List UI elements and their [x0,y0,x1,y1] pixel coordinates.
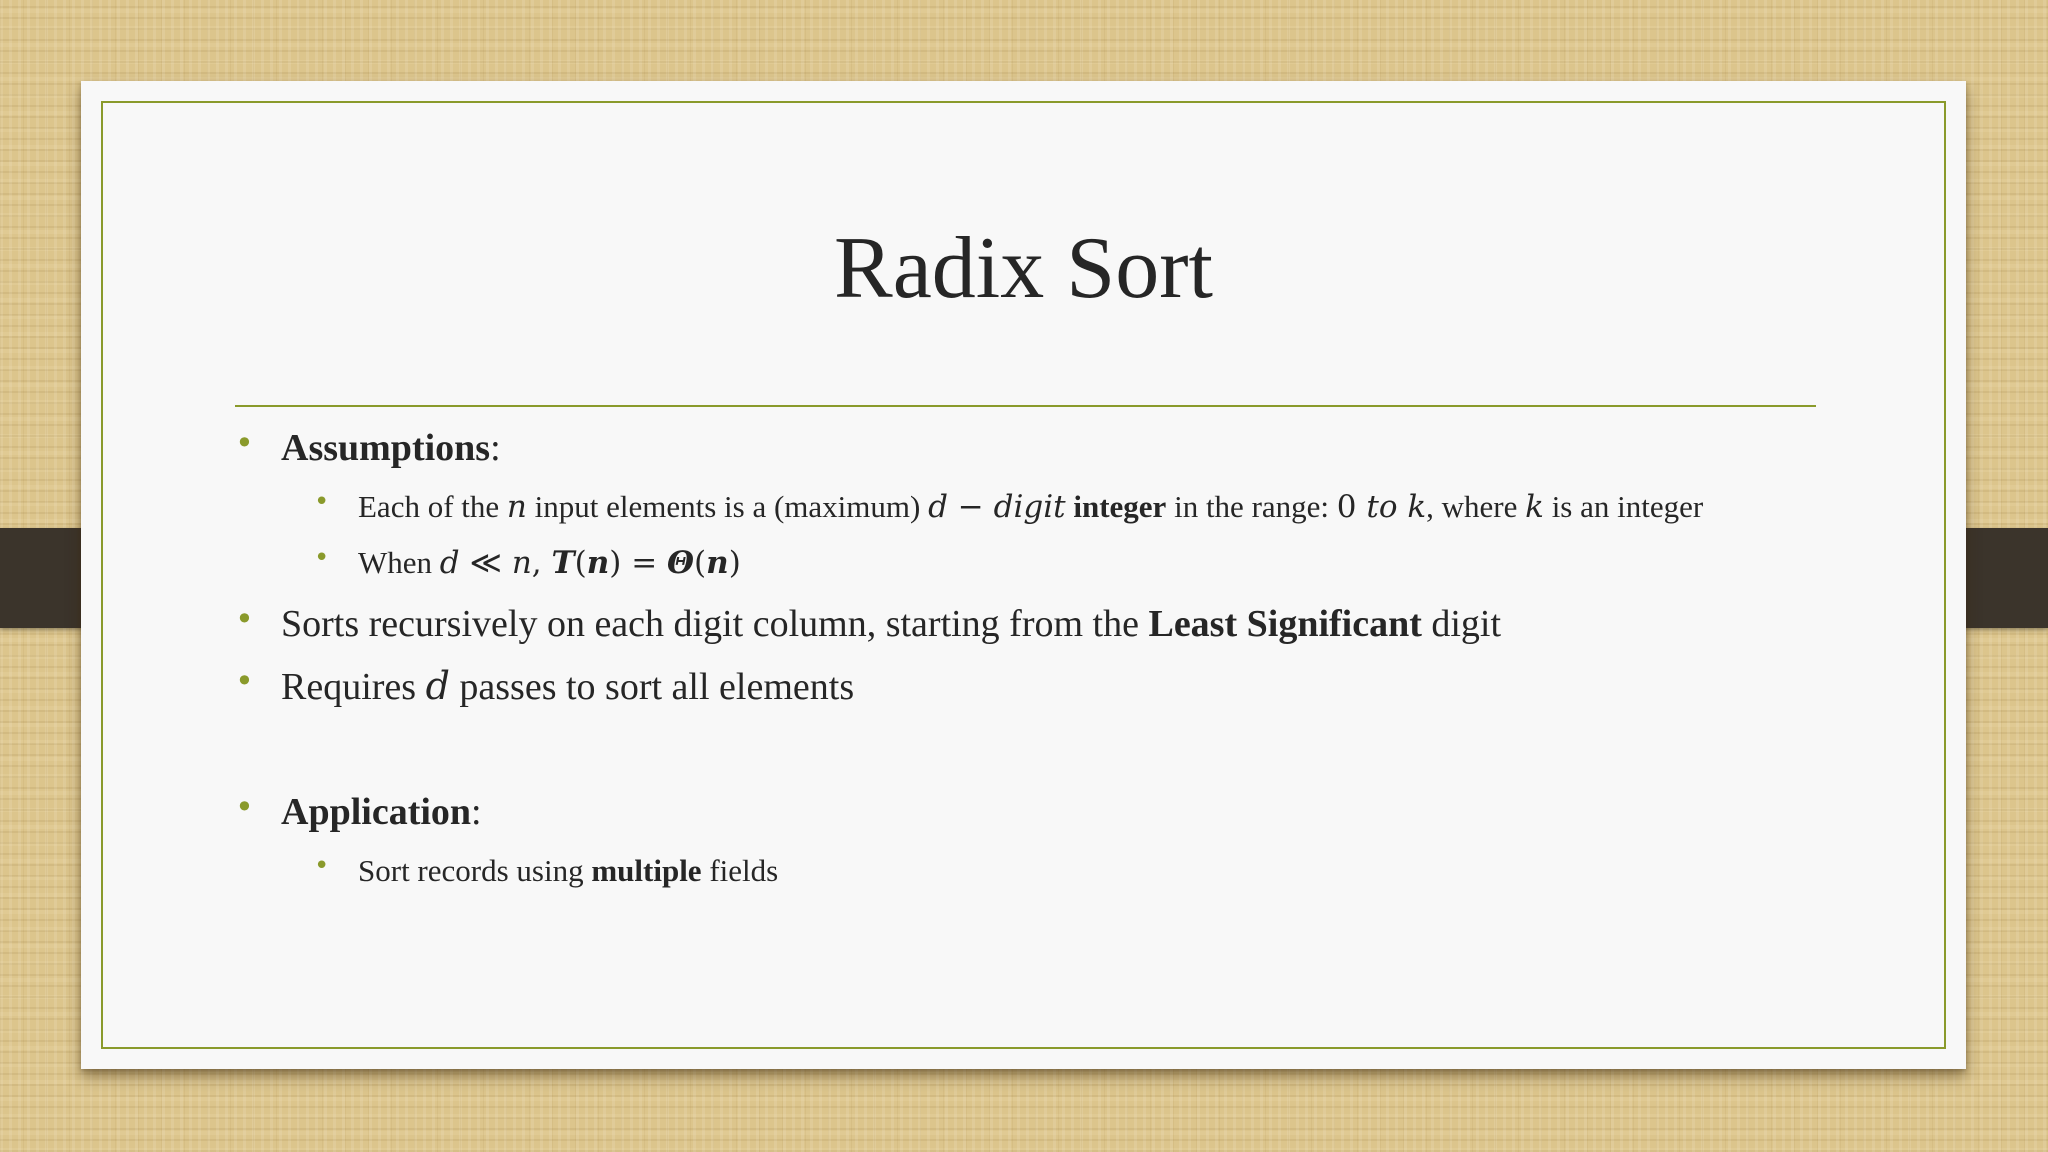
bullet-marker: • [235,599,254,638]
spacer [235,728,1816,790]
sub-bullet-complexity [235,545,1816,582]
application-colon: : [471,791,482,834]
least-significant-bold: Least Significant [1148,602,1422,645]
text-segment: When [358,545,440,581]
text-segment: in the range: [1166,488,1337,524]
text-segment: Sorts recursively on each digit column, starting from the [281,602,1149,645]
math-d: d [425,664,450,709]
math-minus: − [947,488,994,525]
slide-title: Radix Sort [834,220,1213,317]
bullet-application [235,790,1816,836]
text-segment: passes to sort all elements [449,666,855,709]
math-paren: ) [609,545,622,582]
math-paren: ( [574,545,587,582]
application-label: Application [281,791,472,834]
assumptions-colon: : [490,427,501,469]
math-n: n [506,488,527,525]
text-segment: digit [1421,602,1502,645]
math-n: n [511,545,532,582]
math-paren: ) [728,545,741,582]
math-much-less: ≪ [459,545,512,582]
bullet-sorts-recursively [235,599,1816,648]
math-to: to [1356,488,1408,525]
integer-bold: integer [1073,488,1167,524]
text-segment: Requires [281,666,426,709]
math-n-bold: n [706,545,729,582]
math-paren: ( [694,545,707,582]
bullet-marker: • [235,424,254,462]
bullet-marker: • [235,788,254,827]
sub-bullet-marker: • [314,486,330,517]
math-d: d [439,545,460,582]
math-k: k [1525,488,1544,525]
text-segment: , where [1426,488,1526,524]
math-n-bold: n [586,545,610,582]
slide-content [235,426,1816,908]
sub-bullet-digit-integer [235,486,1816,526]
sub-bullet-marker: • [314,850,330,881]
text-segment: input elements is a (maximum) [526,488,929,524]
math-equals: = [621,545,668,582]
math-theta: Θ [667,545,695,582]
sub-bullet-multiple-fields [235,850,1816,889]
math-digit: digit [993,488,1066,525]
math-k: k [1407,488,1427,525]
title-divider [235,405,1816,407]
assumptions-label: Assumptions [281,427,491,469]
math-T: T [551,545,575,582]
bullet-assumptions [235,426,1816,472]
slide [81,81,1966,1069]
text-segment: Sort records using [358,852,592,888]
math-d: d [928,488,948,525]
bullet-marker: • [235,662,254,701]
text-segment: is an integer [1543,488,1704,524]
multiple-bold: multiple [591,852,702,888]
bullet-requires-passes [235,664,1816,711]
math-comma: , [531,545,552,582]
text-segment: Each of the [358,488,507,524]
text-segment: fields [701,852,779,888]
sub-bullet-marker: • [314,543,330,574]
math-zero: 0 [1336,488,1357,525]
